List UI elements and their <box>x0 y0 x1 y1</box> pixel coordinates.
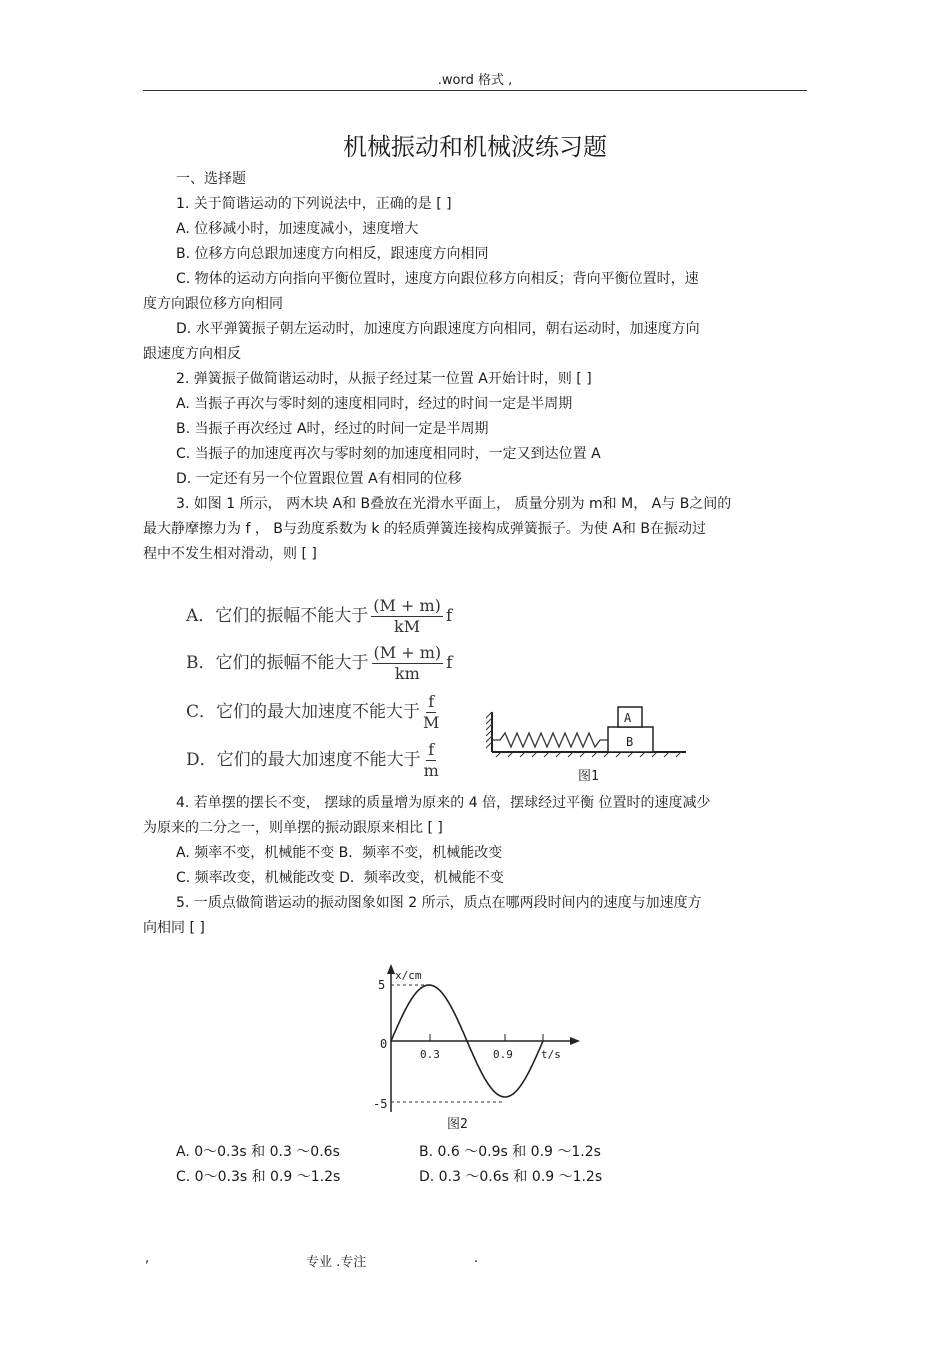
block-b-label: B <box>626 735 634 749</box>
y-tick-0: 0 <box>380 1037 388 1051</box>
section-heading: 一、选择题 <box>176 171 246 187</box>
figure-2-vibration-graph <box>365 962 585 1136</box>
figure-2-caption: 图2 <box>447 1117 468 1132</box>
q2-option-b: B. 当振子再次经过 A时，经过的时间一定是半周期 <box>176 421 489 437</box>
page-header: .word 格式 , <box>437 73 513 88</box>
q1-option-d: D. 水平弹簧振子朝左运动时，加速度方向跟速度方向相同，朝右运动时，加速度方向 <box>176 321 700 337</box>
page-title: 机械振动和机械波练习题 <box>343 133 607 161</box>
q3-option-a: A．它们的振幅不能大于 $\frac{(M + m)}{kM}$ f <box>186 596 453 636</box>
q1-stem: 1. 关于简谐运动的下列说法中，正确的是 [ ] <box>176 196 452 212</box>
q5-option-c: C. 0～0.3s 和 0.9 ～1.2s <box>176 1169 341 1185</box>
y-tick-minus-5: -5 <box>373 1097 388 1111</box>
q1-option-b: B. 位移方向总跟加速度方向相反，跟速度方向相同 <box>176 246 489 262</box>
q3-stem-line2: 最大静摩擦力为 f ， B与劲度系数为 k 的轻质弹簧连接构成弹簧振子。为使 A和 B在振动过 <box>143 521 706 537</box>
q4-stem-line2: 为原来的二分之一，则单摆的振动跟原来相比 [ ] <box>143 820 443 836</box>
q3-option-d: D．它们的最大加速度不能大于 $\frac{f}{m}$ <box>186 740 439 780</box>
q4-options-cd: C. 频率改变，机械能改变 D．频率改变，机械能不变 <box>176 870 504 886</box>
block-a-label: A <box>624 711 632 725</box>
spring <box>492 733 608 747</box>
y-tick-5: 5 <box>378 978 386 992</box>
q2-option-d: D. 一定还有另一个位置跟位置 A有相同的位移 <box>176 471 462 487</box>
y-axis-arrow <box>387 964 395 974</box>
q2-option-c: C. 当振子的加速度再次与零时刻的加速度相同时，一定又到达位置 A <box>176 446 601 462</box>
q1-option-a: A. 位移减小时，加速度减小，速度增大 <box>176 221 419 237</box>
footer-center: 专业 .专注 <box>306 1255 367 1270</box>
q1-option-c: C. 物体的运动方向指向平衡位置时，速度方向跟位移方向相反；背向平衡位置时，速 <box>176 271 699 287</box>
q3-stem-line3: 程中不发生相对滑动，则 [ ] <box>143 546 317 562</box>
y-axis-label: x/cm <box>395 969 422 982</box>
q1-option-c-cont: 度方向跟位移方向相同 <box>143 296 283 312</box>
figure-1-caption: 图1 <box>578 769 599 784</box>
q2-option-a: A. 当振子再次与零时刻的速度相同时，经过的时间一定是半周期 <box>176 396 573 412</box>
x-tick-0-3: 0.3 <box>420 1048 440 1061</box>
footer-right: . <box>474 1251 479 1266</box>
q5-option-d: D. 0.3 ～0.6s 和 0.9 ～1.2s <box>419 1169 603 1185</box>
q5-stem-line1: 5. 一质点做简谐运动的振动图象如图 2 所示，质点在哪两段时间内的速度与加速度方 <box>176 895 702 911</box>
figure-1-spring-blocks <box>486 700 688 790</box>
q3-option-b: B．它们的振幅不能大于 $\frac{(M + m)}{km}$ f <box>186 643 453 683</box>
q5-stem-line2: 向相同 [ ] <box>143 920 205 936</box>
x-axis-label: t/s <box>541 1048 561 1061</box>
x-tick-0-9: 0.9 <box>493 1048 513 1061</box>
x-axis-arrow <box>570 1037 580 1045</box>
q3-option-c: C．它们的最大加速度不能大于 $\frac{f}{M}$ <box>186 692 440 732</box>
q2-stem: 2. 弹簧振子做简谐运动时，从振子经过某一位置 A开始计时，则 [ ] <box>176 371 592 387</box>
header-divider <box>143 90 807 91</box>
q1-option-d-cont: 跟速度方向相反 <box>143 346 241 362</box>
q5-option-a: A. 0～0.3s 和 0.3 ～0.6s <box>176 1144 340 1160</box>
q4-options-ab: A. 频率不变，机械能不变 B．频率不变，机械能改变 <box>176 845 503 861</box>
q3-stem-line1: 3. 如图 1 所示， 两木块 A和 B叠放在光滑水平面上， 质量分别为 m和 M， A与 B之间的 <box>176 496 732 512</box>
q5-option-b: B. 0.6 ～0.9s 和 0.9 ～1.2s <box>419 1144 601 1160</box>
q4-stem-line1: 4. 若单摆的摆长不变， 摆球的质量增为原来的 4 倍，摆球经过平衡 位置时的速度减少 <box>176 795 711 811</box>
footer-left: , <box>145 1251 150 1266</box>
